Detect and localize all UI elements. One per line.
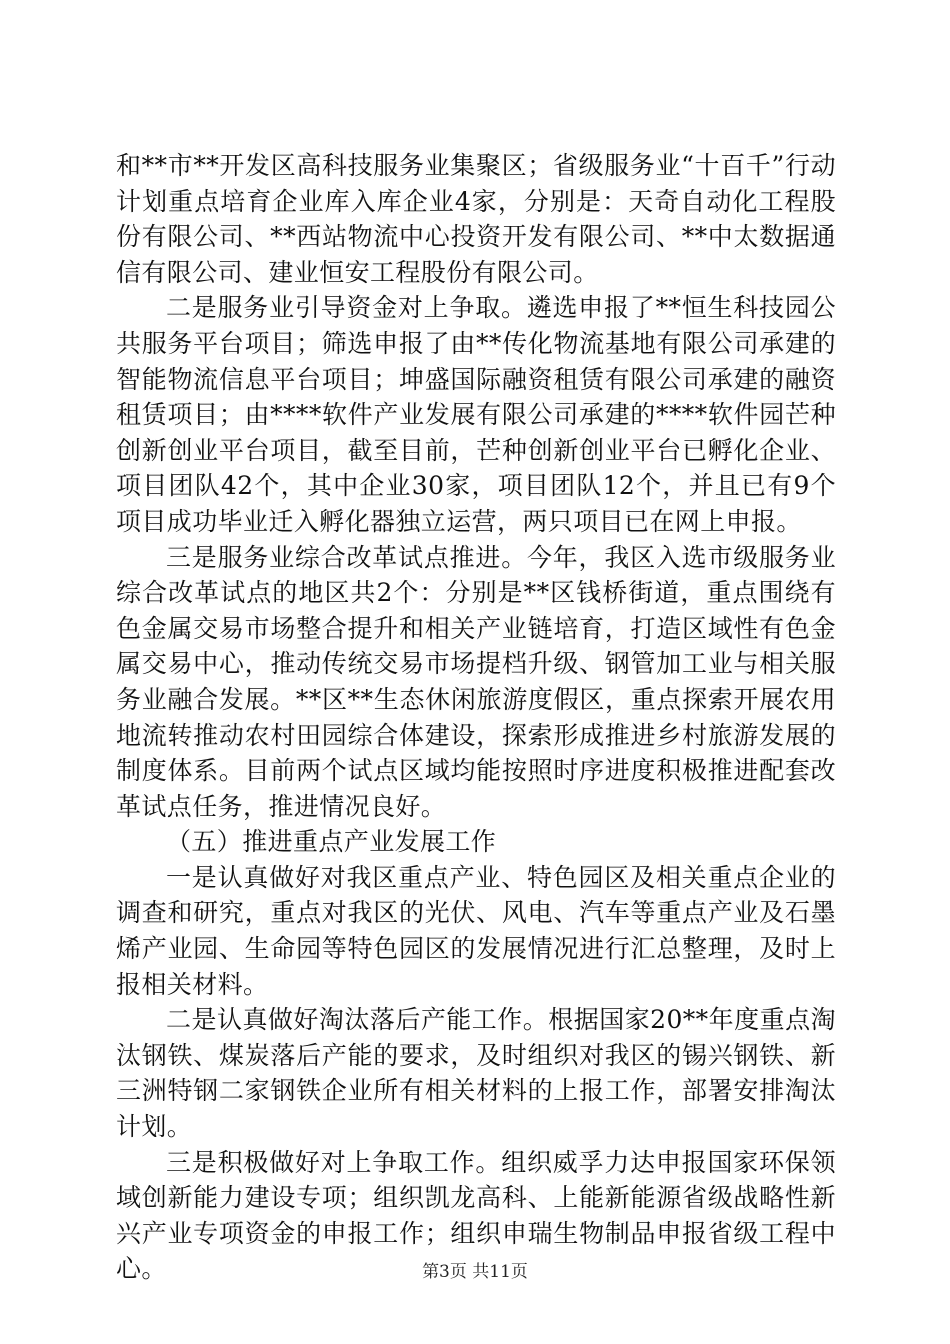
paragraph-continuation: 和**市**开发区高科技服务业集聚区；省级服务业“十百千”行动计划重点培育企业库入库企业4家，分别是：天奇自动化工程股份有限公司、**西站物流中心投资开发有限公司、**中太数据通信有限公司、建业恒安工程股份有限公司。 <box>116 151 836 287</box>
paragraph-capacity-elimination: 二是认真做好淘汰落后产能工作。根据国家20**年度重点淘汰钢铁、煤炭落后产能的要求，及时组织对我区的锡兴钢铁、新三洲特钢二家钢铁企业所有相关材料的上报工作，部署安排淘汰计划。 <box>116 1005 836 1142</box>
document-body <box>116 148 836 1287</box>
paragraph-industry-research: 一是认真做好对我区重点产业、特色园区及相关重点企业的调查和研究，重点对我区的光伏、风电、汽车等重点产业及石墨烯产业园、生命园等特色园区的发展情况进行汇总整理，及时上报相关材料。 <box>116 862 836 999</box>
page-number-footer: 第3页 共11页 <box>422 1262 528 1282</box>
paragraph-service-funds: 二是服务业引导资金对上争取。遴选申报了**恒生科技园公共服务平台项目；筛选申报了由**传化物流基地有限公司承建的智能物流信息平台项目；坤盛国际融资租赁有限公司承建的融资租赁项目；由****软件产业发展有限公司承建的****软件园芒种创新创业平台项目，截至目前，芒种创新创业平台已孵化企业、项目团队42个，其中企业30家，项目团队12个，并且已有9个项目成功毕业迁入孵化器独立运营，两只项目已在网上申报。 <box>116 293 836 536</box>
section-heading: （五）推进重点产业发展工作 <box>166 827 497 857</box>
paragraph-reform-pilot: 三是服务业综合改革试点推进。今年，我区入选市级服务业综合改革试点的地区共2个：分别是**区钱桥街道，重点围绕有色金属交易市场整合提升和相关产业链培育，打造区域性有色金属交易中心，推动传统交易市场提档升级、钢管加工业与相关服务业融合发展。**区**生态休闲旅游度假区，重点探索开展农用地流转推动农村田园综合体建设，探索形成推进乡村旅游发展的制度体系。目前两个试点区域均能按照时序进度积极推进配套改革试点任务，推进情况良好。 <box>116 542 836 821</box>
paragraph-funding-applications: 三是积极做好对上争取工作。组织威孚力达申报国家环保领域创新能力建设专项；组织凯龙高科、上能新能源省级战略性新兴产业专项资金的申报工作；组织申瑞生物制品申报省级工程中心。 <box>116 1147 836 1284</box>
